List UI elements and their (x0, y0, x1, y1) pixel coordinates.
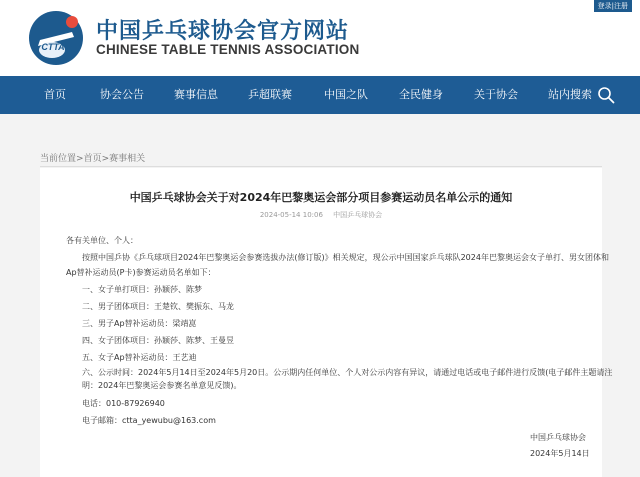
nav-events[interactable]: 赛事信息 (174, 88, 218, 101)
breadcrumb-separator: > (76, 154, 84, 164)
nav-national-team[interactable]: 中国之队 (324, 88, 368, 101)
list-item: 二、男子团体项目：王楚钦、樊振东、马龙 (82, 302, 234, 311)
list-item: 三、男子Ap替补运动员：梁靖崑 (82, 319, 197, 328)
list-item: 明：2024年巴黎奥运会参赛名单意见反馈)。 (82, 381, 242, 390)
search-icon[interactable] (597, 86, 615, 104)
ctta-logo[interactable] (28, 10, 84, 66)
list-item: 五、女子Ap替补运动员：王艺迪 (82, 353, 197, 362)
list-item: 六、公示时间：2024年5月14日至2024年5月20日。公示期内任何单位、个人对公示内容有异议，请通过电话或电子邮件进行反馈(电子邮件主题请注 (82, 368, 613, 377)
site-title-en: CHINESE TABLE TENNIS ASSOCIATION (96, 42, 360, 57)
nav-site-search[interactable]: 站内搜索 (548, 88, 592, 101)
breadcrumb-divider (40, 166, 602, 167)
contact-email: 电子邮箱：ctta_yewubu@163.com (82, 416, 216, 425)
breadcrumb-current-position: 当前位置 (40, 154, 77, 164)
main-nav (0, 76, 640, 114)
nav-announcements[interactable]: 协会公告 (100, 88, 144, 101)
signature-org: 中国乒乓球协会 (530, 433, 586, 442)
site-title-cn: 中国乒乓球协会官方网站 (96, 19, 350, 44)
article-meta (40, 210, 602, 220)
article-paragraph: 按照中国乒协《乒乓球项目2024年巴黎奥运会参赛选拔办法(修订版)》相关规定，现公示中国国家乒乓球队2024年巴黎奥运会女子单打、男女团体和 (82, 253, 609, 262)
site-header (0, 0, 640, 76)
contact-phone: 电话：010-87926940 (82, 399, 165, 408)
logo-text: CTTA (41, 42, 65, 52)
signature-date: 2024年5月14日 (530, 449, 590, 458)
login-register-link[interactable]: 登录|注册 (594, 0, 632, 12)
breadcrumb-separator: > (101, 154, 110, 164)
breadcrumb-home[interactable]: 首页 (83, 154, 102, 164)
article-date: 2024-05-14 10:06 (259, 211, 323, 219)
article-title: 中国乒乓球协会关于对2024年巴黎奥运会部分项目参赛运动员名单公示的通知 (129, 191, 513, 204)
nav-super-league[interactable]: 乒超联赛 (248, 88, 292, 101)
list-item: 四、女子团体项目：孙颖莎、陈梦、王曼昱 (82, 336, 234, 345)
article-salutation: 各有关单位、个人： (66, 236, 138, 245)
nav-fitness[interactable]: 全民健身 (399, 88, 443, 101)
nav-home[interactable]: 首页 (44, 88, 66, 101)
article-paragraph: Ap替补运动员(P卡)参赛运动员名单如下： (66, 268, 216, 277)
list-item: 一、女子单打项目：孙颖莎、陈梦 (82, 285, 202, 294)
breadcrumb (40, 151, 145, 164)
nav-about[interactable]: 关于协会 (474, 88, 518, 101)
breadcrumb-event-related[interactable]: 赛事相关 (109, 154, 146, 164)
article-source: 中国乒乓球协会 (333, 211, 383, 219)
